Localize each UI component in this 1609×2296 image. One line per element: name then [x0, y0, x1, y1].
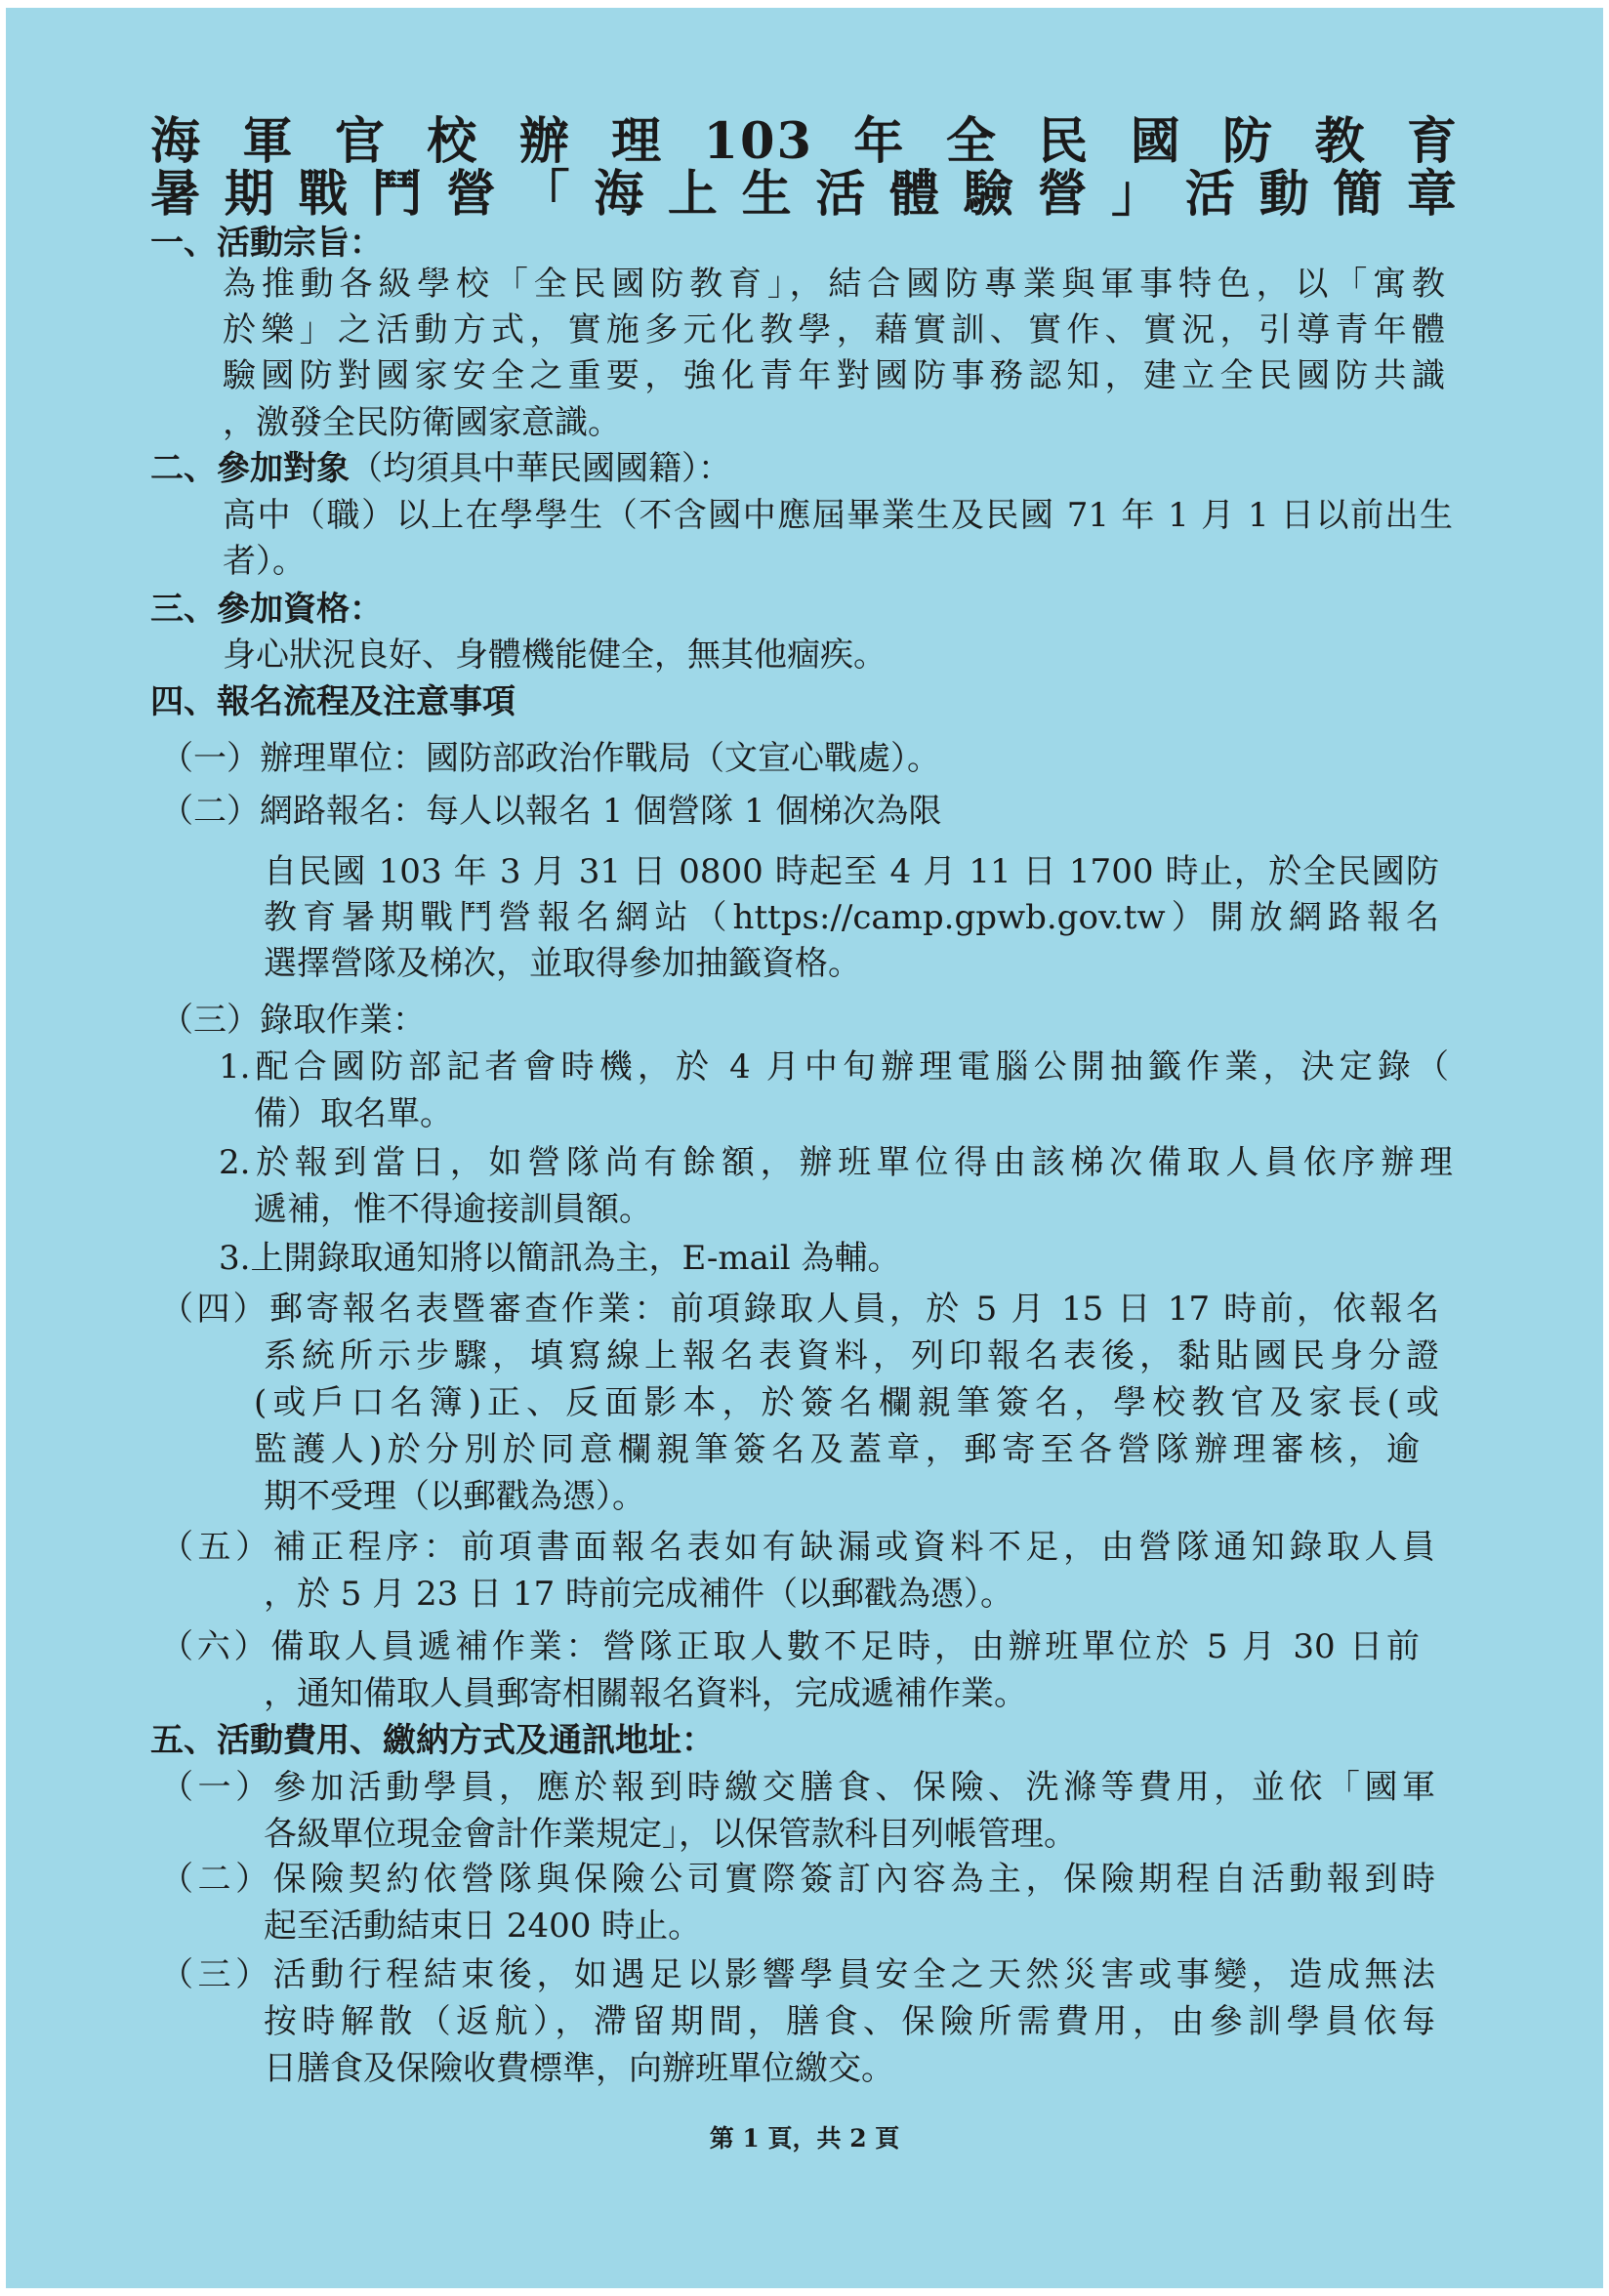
section-4-item-3-line: （三）錄取作業： — [160, 1001, 426, 1040]
section-4-item-4-line: 系統所示步驟，填寫線上報名表資料，列印報名表後，黏貼國民身分證 — [264, 1336, 1439, 1375]
section-4-item-6-line: （六）備取人員遞補作業：營隊正取人數不足時，由辦班單位於 5 月 30 日前 — [160, 1627, 1420, 1666]
section-4-item-3-line: 備）取名單。 — [254, 1094, 453, 1133]
section-4-heading: 四、報名流程及注意事項 — [150, 682, 516, 721]
section-4-item-2-line: 選擇營隊及梯次，並取得參加抽籤資格。 — [264, 944, 861, 983]
section-5-item-2-line: 起至活動結束日 2400 時止。 — [264, 1906, 702, 1946]
document-page — [6, 8, 1603, 2288]
section-4-item-5-line: ，於 5 月 23 日 17 時前完成補件（以郵戳為憑）。 — [264, 1575, 1014, 1614]
section-4-item-4-line: （四）郵寄報名表暨審查作業：前項錄取人員，於 5 月 15 日 17 時前，依報名 — [160, 1290, 1439, 1329]
section-4-item-2-line: 教育暑期戰鬥營報名網站（https://camp.gpwb.gov.tw）開放網路報名 — [264, 898, 1439, 937]
page-number-footer: 第 1 頁，共 2 頁 — [709, 2124, 900, 2152]
section-5-item-3-line: 日膳食及保險收費標準，向辦班單位繳交。 — [264, 2049, 894, 2088]
section-2-line: 者）。 — [223, 542, 306, 581]
section-2-heading-note: （均須具中華民國國籍）： — [350, 449, 731, 488]
section-3-line: 身心狀況良好、身體機能健全，無其他痼疾。 — [223, 636, 887, 675]
section-4-item-4-line: 監護人)於分別於同意欄親筆簽名及蓋章，郵寄至各營隊辦理審核，逾 — [254, 1430, 1420, 1469]
section-5-heading: 五、活動費用、繳納方式及通訊地址： — [150, 1721, 715, 1760]
document-title-line-1: 海軍官校辦理103年全民國防教育 — [150, 112, 1459, 171]
section-5-item-3-line: 按時解散（返航），滯留期間，膳食、保險所需費用，由參訓學員依每 — [264, 2002, 1435, 2041]
section-4-item-3-line: 2.於報到當日，如營隊尚有餘額，辦班單位得由該梯次備取人員依序辦理 — [219, 1143, 1453, 1182]
section-4-item-2-line: 自民國 103 年 3 月 31 日 0800 時起至 4 月 11 日 1700 時止，於全民國防 — [264, 852, 1439, 891]
section-1-heading: 一、活動宗旨： — [150, 224, 383, 263]
section-5-item-2-line: （二）保險契約依營隊與保險公司實際簽訂內容為主，保險期程自活動報到時 — [160, 1860, 1435, 1899]
section-4-item-2-line: （二）網路報名：每人以報名 1 個營隊 1 個梯次為限 — [160, 792, 942, 831]
section-4-item-4-line: 期不受理（以郵戳為憑）。 — [264, 1477, 645, 1516]
section-4-item-3-line: 遞補，惟不得逾接訓員額。 — [254, 1190, 652, 1229]
section-1-line: 於樂」之活動方式，實施多元化教學，藉實訓、實作、實況，引導青年體 — [223, 310, 1445, 349]
section-5-item-1-line: （一）參加活動學員，應於報到時繳交膳食、保險、洗滌等費用，並依「國軍 — [160, 1768, 1435, 1807]
section-2-line: 高中（職）以上在學學生（不含國中應屆畢業生及民國 71 年 1 月 1 日以前出生 — [223, 496, 1453, 535]
section-4-item-3-line: 1.配合國防部記者會時機，於 4 月中旬辦理電腦公開抽籤作業，決定錄（ — [219, 1047, 1449, 1086]
section-5-item-1-line: 各級單位現金會計作業規定」，以保管款科目列帳管理。 — [264, 1815, 1077, 1854]
document-title-line-2: 暑期戰鬥營「海上生活體驗營」活動簡章 — [150, 165, 1459, 224]
section-3-heading: 三、參加資格： — [150, 590, 383, 629]
section-4-item-1-line: （一）辦理單位：國防部政治作戰局（文宣心戰處）。 — [160, 739, 940, 778]
section-5-item-3-line: （三）活動行程結束後，如遇足以影響學員安全之天然災害或事變，造成無法 — [160, 1955, 1435, 1994]
section-1-line: ，激發全民防衛國家意識。 — [223, 403, 621, 442]
section-4-item-6-line: ，通知備取人員郵寄相關報名資料，完成遞補作業。 — [264, 1674, 1027, 1713]
section-4-item-5-line: （五）補正程序：前項書面報名表如有缺漏或資料不足，由營隊通知錄取人員 — [160, 1528, 1435, 1567]
section-1-line: 驗國防對國家安全之重要，強化青年對國防事務認知，建立全民國防共識 — [223, 356, 1445, 395]
section-2-heading-row — [150, 446, 731, 491]
section-4-item-4-line: (或戶口名簿)正、反面影本，於簽名欄親筆簽名，學校教官及家長(或 — [254, 1383, 1439, 1422]
section-1-line: 為推動各級學校「全民國防教育」，結合國防專業與軍事特色，以「寓教 — [223, 265, 1445, 304]
section-4-item-3-line: 3.上開錄取通知將以簡訊為主，E-mail 為輔。 — [219, 1239, 901, 1278]
section-2-heading: 二、參加對象 — [150, 449, 350, 488]
